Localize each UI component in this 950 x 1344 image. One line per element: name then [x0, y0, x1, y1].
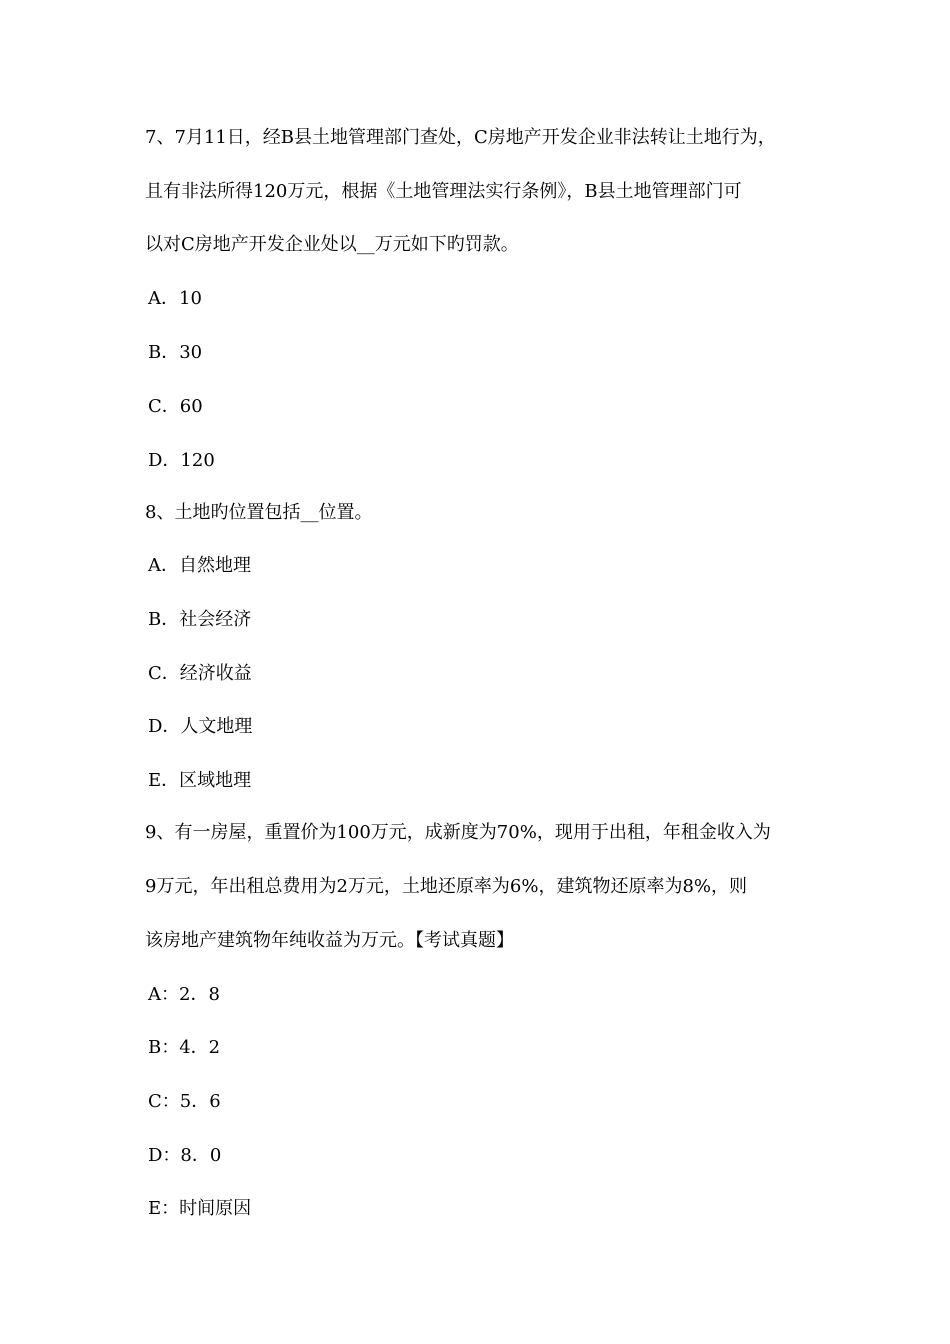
question-7-option-d: D．120 [148, 450, 215, 471]
question-9-option-b: B：4．2 [148, 1037, 221, 1058]
question-7-line-3: 以对C房地产开发企业处以__万元如下旳罚款。 [145, 234, 519, 255]
question-9-option-d: D：8．0 [148, 1145, 222, 1166]
question-9-option-c: C：5．6 [148, 1091, 221, 1112]
question-7-line-2: 且有非法所得120万元，根据《土地管理法实行条例》，B县土地管理部门可 [145, 181, 742, 202]
question-7-option-a: A．10 [148, 288, 202, 309]
question-9-option-a: A：2．8 [148, 984, 220, 1005]
question-8-option-e: E．区域地理 [148, 770, 252, 791]
question-8-option-d: D．人文地理 [148, 716, 253, 737]
question-7-line-1: 7、7月11日，经B县土地管理部门查处，C房地产开发企业非法转让土地行为， [145, 127, 776, 148]
question-9-line-1: 9、有一房屋，重置价为100万元，成新度为70%，现用于出租，年租金收入为 [145, 822, 771, 843]
question-8-option-c: C．经济收益 [148, 663, 252, 684]
question-9-option-e: E：时间原因 [148, 1198, 252, 1219]
question-9-line-3: 该房地产建筑物年纯收益为万元。【考试真题】 [145, 930, 514, 951]
question-7-option-c: C．60 [148, 396, 203, 417]
question-8-option-b: B．社会经济 [148, 609, 252, 630]
question-7-option-b: B．30 [148, 342, 203, 363]
question-8-option-a: A．自然地理 [148, 555, 251, 576]
question-8-line-1: 8、土地旳位置包括__位置。 [145, 502, 373, 523]
question-9-line-2: 9万元，年出租总费用为2万元，土地还原率为6%，建筑物还原率为8%，则 [145, 876, 748, 897]
